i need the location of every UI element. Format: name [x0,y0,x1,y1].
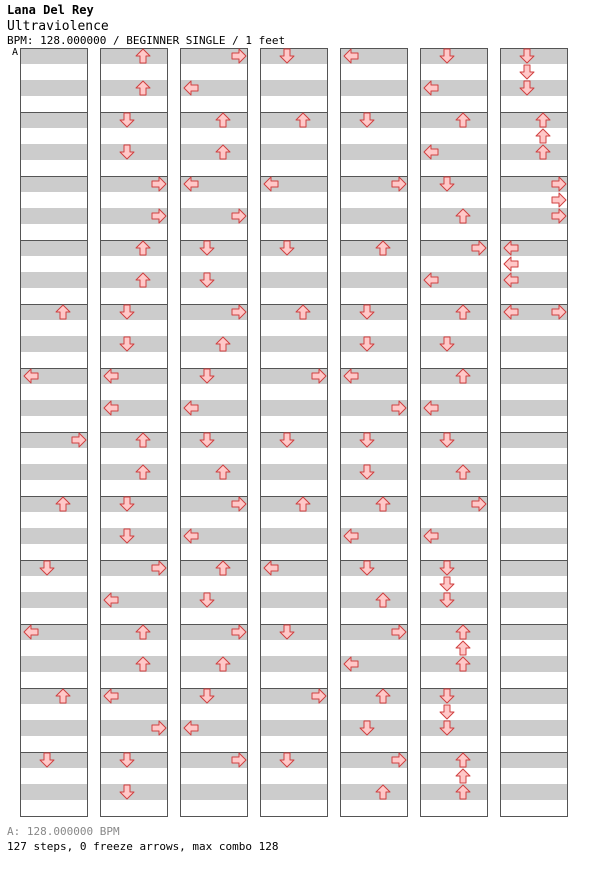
beat-row-band [20,80,88,96]
beat-row-band [100,80,168,96]
beat-row-band [500,752,568,768]
beat-row-band [260,496,328,512]
beat-row-band [340,240,408,256]
beat-row-band [20,240,88,256]
beat-row-band [340,144,408,160]
step-arrow-u-icon [456,641,470,655]
beat-row-band [180,464,248,480]
beat-row-band [180,112,248,128]
bpm-legend: A: 128.000000 BPM [7,825,120,838]
beat-row-band [100,656,168,672]
beat-row-band [340,272,408,288]
beat-row-band [20,176,88,192]
beat-row-band [500,432,568,448]
beat-row-band [500,336,568,352]
step-arrow-u-icon [536,129,550,143]
beat-row-band [260,80,328,96]
beat-row-band [420,656,488,672]
beat-row-band [20,336,88,352]
beat-row-band [260,304,328,320]
beat-row-band [500,368,568,384]
beat-row-band [260,336,328,352]
beat-row-band [20,528,88,544]
beat-row-band [500,496,568,512]
beat-row-band [20,144,88,160]
beat-row-band [20,48,88,64]
chart-meta: BPM: 128.000000 / BEGINNER SINGLE / 1 feet [7,34,286,47]
beat-row-band [20,656,88,672]
beat-row-band [20,496,88,512]
beat-row-band [260,400,328,416]
beat-row-band [340,208,408,224]
beat-row-band [20,112,88,128]
beat-row-band [500,592,568,608]
beat-row-band [100,272,168,288]
beat-row-band [260,272,328,288]
beat-row-band [500,784,568,800]
beat-row-band [100,464,168,480]
beat-row-band [420,112,488,128]
beat-row-band [260,592,328,608]
step-arrow-r-icon [552,193,566,207]
step-arrow-d-icon [440,577,454,591]
beat-row-band [20,464,88,480]
artist-name: Lana Del Rey [7,3,94,17]
beat-row-band [500,656,568,672]
song-title: Ultraviolence [7,19,109,34]
beat-row-band [500,464,568,480]
beat-row-band [500,528,568,544]
beat-row-band [420,208,488,224]
beat-row-band [500,400,568,416]
beat-row-band [420,624,488,640]
beat-row-band [340,80,408,96]
beat-row-band [20,784,88,800]
beat-row-band [340,592,408,608]
beat-row-band [260,208,328,224]
beat-row-band [20,400,88,416]
beat-row-band [500,720,568,736]
beat-row-band [260,112,328,128]
beat-row-band [340,496,408,512]
beat-row-band [180,560,248,576]
beat-row-band [420,752,488,768]
beat-row-band [260,528,328,544]
beat-row-band [100,240,168,256]
beat-row-band [500,144,568,160]
beat-row-band [340,688,408,704]
beat-row-band [180,144,248,160]
beat-row-band [260,784,328,800]
beat-row-band [500,112,568,128]
step-arrow-d-icon [520,65,534,79]
beat-row-band [420,784,488,800]
bpm-marker-label: A [12,47,19,58]
step-arrow-u-icon [456,769,470,783]
step-arrow-l-icon [504,257,518,271]
beat-row-band [20,688,88,704]
beat-row-band [20,592,88,608]
beat-row-band [100,624,168,640]
beat-row-band [180,656,248,672]
beat-row-band [20,720,88,736]
beat-row-band [260,144,328,160]
beat-row-band [500,560,568,576]
beat-row-band [100,432,168,448]
beat-row-band [20,272,88,288]
beat-row-band [420,304,488,320]
chart-stats: 127 steps, 0 freeze arrows, max combo 128 [7,840,279,853]
beat-row-band [260,464,328,480]
beat-row-band [20,304,88,320]
beat-row-band [500,688,568,704]
beat-row-band [180,336,248,352]
beat-row-band [420,464,488,480]
beat-row-band [20,208,88,224]
beat-row-band [420,368,488,384]
beat-row-band [100,48,168,64]
step-arrow-d-icon [440,705,454,719]
beat-row-band [180,784,248,800]
beat-row-band [260,656,328,672]
beat-row-band [260,720,328,736]
beat-row-band [340,784,408,800]
beat-row-band [500,624,568,640]
